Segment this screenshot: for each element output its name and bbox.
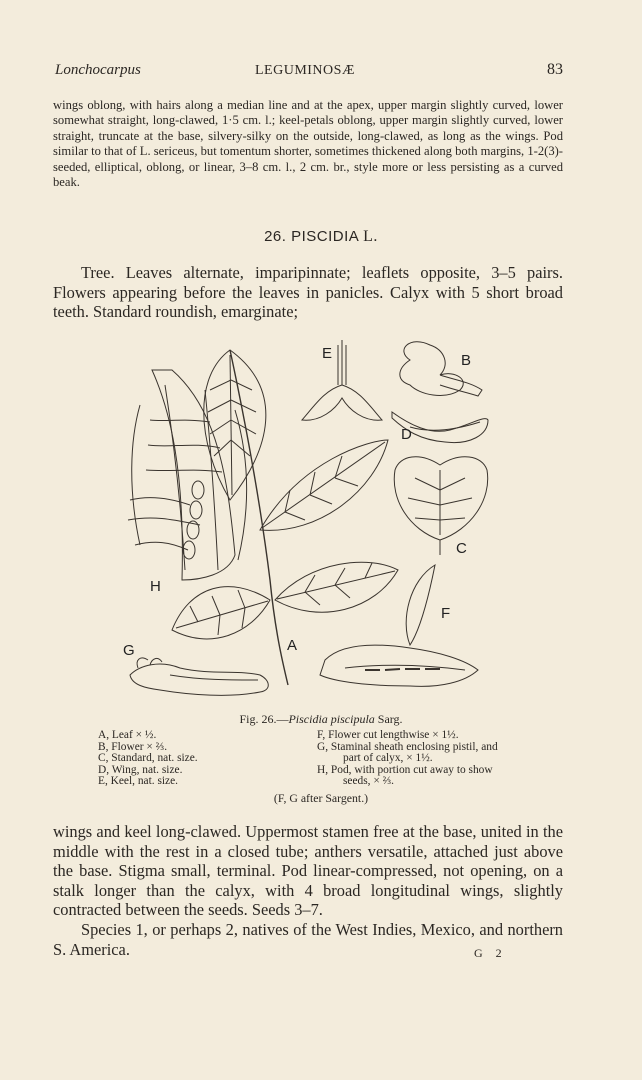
legend-item: B, Flower × ⅔. [98, 740, 168, 753]
section-author: L. [363, 228, 378, 245]
figure-label-d: D [401, 426, 412, 443]
legend-item-continuation: part of calyx, × 1½. [343, 752, 433, 765]
figure-label-c: C [456, 540, 467, 557]
caption-author: Sarg. [377, 712, 403, 726]
signature-mark: G 2 [474, 946, 507, 960]
description-paragraph-2: wings and keel long-clawed. Uppermost stamen free at the base, united in the middle with the rest in a closed tube; anthers versatile, attached just above the base. Stigma small, terminal. Pod linear-compressed, not opening, on a stalk longer than the calyx, with 4 broad longitudinal wings, slightly contracted between the seeds. Seeds 3–7. Species 1, or perhaps 2, natives of the West Indies, Mexico, and northern S. America. [53, 822, 563, 959]
legend-item: A, Leaf × ½. [98, 729, 157, 741]
intro-paragraph: wings oblong, with hairs along a median line and at the apex, upper margin slightly curved, lower somewhat straight, long-clawed, 1·5 cm. l.; keel-petals oblong, upper margin slightly curved, lower straight, truncate at the base, silvery-silky on the outside, long-clawed, as long as the wings. Pod similar to that of L. sericeus, but tomentum shorter, sometimes thickened along both margins, 1-2(3)-seeded, elliptical, oblong, or linear, 3–8 cm. l., 2 cm. br., style more or less persisting as a curved beak. [53, 98, 563, 190]
figure-label-g: G [123, 642, 135, 659]
legend-item: F, Flower cut lengthwise × 1½. [317, 729, 459, 741]
figure-label-a: A [287, 637, 298, 654]
botanical-illustration [110, 330, 530, 710]
legend-item: H, Pod, with portion cut away to show [317, 763, 493, 776]
figure-legend-right [317, 730, 557, 788]
figure-label-e: E [322, 345, 333, 362]
distribution-paragraph: Species 1, or perhaps 2, natives of the West Indies, Mexico, and northern S. America. [53, 919, 563, 959]
figure-label-f: F [441, 605, 451, 622]
caption-species: Piscidia piscipula [288, 712, 375, 726]
running-head-genus: Lonchocarpus [55, 62, 141, 78]
legend-item: C, Standard, nat. size. [98, 752, 198, 765]
section-number-title: 26. PISCIDIA [264, 228, 359, 245]
legend-item-continuation: seeds, × ⅔. [343, 775, 395, 788]
legend-item: E, Keel, nat. size. [98, 775, 179, 788]
botanical-figure [110, 330, 530, 710]
figure-credit: (F, G after Sargent.) [273, 791, 369, 805]
figure-label-b: B [461, 352, 472, 369]
running-head-family: LEGUMINOSÆ [255, 63, 355, 78]
figure-caption: Fig. 26.—Piscidia piscipula Sarg. [239, 712, 403, 726]
figure-label-h: H [150, 578, 161, 595]
page-number: 83 [547, 61, 563, 78]
running-head [55, 62, 563, 82]
legend-item: G, Staminal sheath enclosing pistil, and [317, 740, 498, 753]
legend-item: D, Wing, nat. size. [98, 763, 183, 776]
figure-legend-left [98, 730, 298, 788]
description-paragraph-1: Tree. Leaves alternate, imparipinnate; leaflets opposite, 3–5 pairs. Flowers appearing before the leaves in panicles. Calyx with 5 short broad teeth. Standard roundish, emarginate; [53, 263, 563, 322]
section-title [0, 228, 642, 246]
